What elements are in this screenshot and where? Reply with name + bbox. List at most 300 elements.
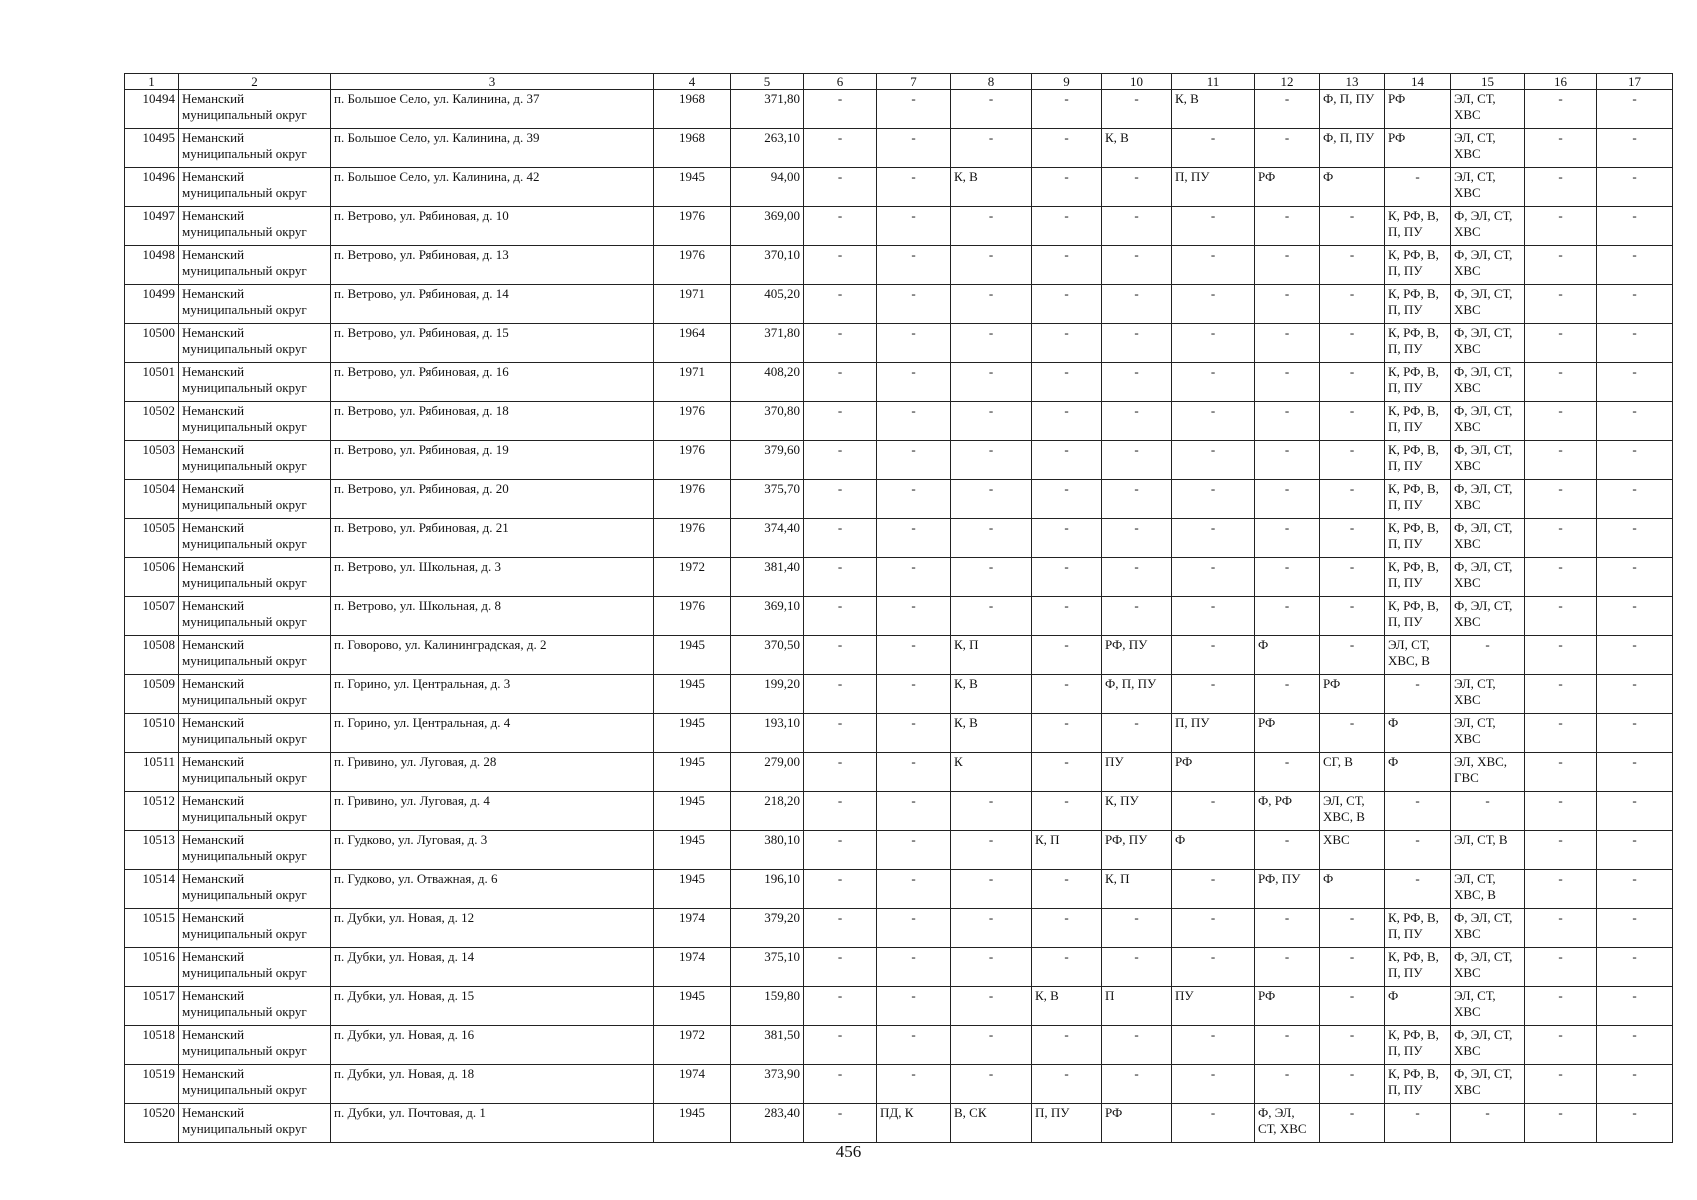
table-cell: Неманский муниципальный округ — [179, 285, 331, 324]
table-cell: Неманский муниципальный округ — [179, 1104, 331, 1143]
table-cell: - — [804, 168, 877, 207]
table-cell: - — [877, 675, 951, 714]
table-cell: - — [1597, 363, 1673, 402]
table-cell: К, В — [951, 675, 1032, 714]
table-cell: Ф, ЭЛ, СТ, ХВС — [1451, 519, 1525, 558]
column-header: 9 — [1032, 74, 1102, 90]
table-cell: Ф, ЭЛ, СТ, ХВС — [1451, 246, 1525, 285]
table-cell: 263,10 — [731, 129, 804, 168]
table-cell: - — [877, 207, 951, 246]
table-cell: 1976 — [654, 402, 731, 441]
table-row — [125, 324, 1673, 363]
table-cell: - — [804, 909, 877, 948]
table-cell: - — [1032, 363, 1102, 402]
table-row — [125, 870, 1673, 909]
table-cell: - — [1172, 909, 1255, 948]
table-cell: - — [1525, 948, 1597, 987]
table-cell: - — [1597, 1104, 1673, 1143]
table-cell: Неманский муниципальный округ — [179, 636, 331, 675]
table-cell: - — [1172, 402, 1255, 441]
table-cell: - — [1525, 714, 1597, 753]
table-cell: ХВС — [1320, 831, 1385, 870]
table-row — [125, 285, 1673, 324]
table-cell: - — [1032, 480, 1102, 519]
table-cell: - — [1172, 246, 1255, 285]
table-cell: 10498 — [125, 246, 179, 285]
table-cell: - — [951, 285, 1032, 324]
table-cell: - — [1525, 909, 1597, 948]
table-cell: ПУ — [1102, 753, 1172, 792]
table-cell: - — [1102, 363, 1172, 402]
table-cell: - — [1172, 558, 1255, 597]
table-cell: - — [1525, 363, 1597, 402]
table-cell: - — [877, 402, 951, 441]
column-header: 7 — [877, 74, 951, 90]
table-cell: - — [1172, 519, 1255, 558]
table-row — [125, 246, 1673, 285]
table-cell: РФ, ПУ — [1102, 636, 1172, 675]
table-cell: - — [1525, 441, 1597, 480]
table-cell: п. Большое Село, ул. Калинина, д. 42 — [331, 168, 654, 207]
table-cell: - — [1525, 597, 1597, 636]
table-cell: 1976 — [654, 207, 731, 246]
table-cell: 10497 — [125, 207, 179, 246]
table-cell: - — [877, 363, 951, 402]
table-cell: Неманский муниципальный округ — [179, 792, 331, 831]
table-cell: - — [1320, 324, 1385, 363]
table-cell: 10508 — [125, 636, 179, 675]
table-cell: Ф — [1172, 831, 1255, 870]
table-row — [125, 1104, 1673, 1143]
table-cell: - — [1255, 285, 1320, 324]
table-cell: - — [1597, 636, 1673, 675]
table-cell: 371,80 — [731, 324, 804, 363]
table-cell: - — [1597, 792, 1673, 831]
table-cell: - — [1597, 519, 1673, 558]
table-cell: - — [804, 519, 877, 558]
table-cell: - — [1597, 597, 1673, 636]
table-cell: - — [1172, 324, 1255, 363]
table-cell: - — [877, 987, 951, 1026]
table-cell: 10515 — [125, 909, 179, 948]
table-cell: - — [1032, 675, 1102, 714]
table-cell: - — [1525, 285, 1597, 324]
table-cell: 193,10 — [731, 714, 804, 753]
table-cell: Ф, ЭЛ, СТ, ХВС — [1451, 1065, 1525, 1104]
table-cell: - — [1172, 441, 1255, 480]
table-row — [125, 363, 1673, 402]
table-cell: 10502 — [125, 402, 179, 441]
table-cell: Ф, ЭЛ, СТ, ХВС — [1451, 285, 1525, 324]
table-row — [125, 948, 1673, 987]
table-cell: - — [1255, 324, 1320, 363]
table-cell: ЭЛ, СТ, ХВС, В — [1320, 792, 1385, 831]
table-cell: - — [1032, 246, 1102, 285]
table-cell: Ф, ЭЛ, СТ, ХВС — [1451, 597, 1525, 636]
table-cell: Неманский муниципальный округ — [179, 402, 331, 441]
table-cell: 370,80 — [731, 402, 804, 441]
table-cell: - — [1320, 519, 1385, 558]
table-row — [125, 753, 1673, 792]
table-cell: 10494 — [125, 90, 179, 129]
table-cell: 1945 — [654, 714, 731, 753]
table-cell: П, ПУ — [1172, 714, 1255, 753]
table-cell: ЭЛ, СТ, ХВС — [1451, 987, 1525, 1026]
table-cell: - — [1255, 675, 1320, 714]
table-cell: - — [1525, 558, 1597, 597]
table-cell: - — [1032, 90, 1102, 129]
column-header: 3 — [331, 74, 654, 90]
table-cell: - — [951, 1065, 1032, 1104]
table-cell: - — [1597, 870, 1673, 909]
table-cell: - — [877, 870, 951, 909]
table-cell: - — [1320, 246, 1385, 285]
table-cell: РФ — [1102, 1104, 1172, 1143]
table-cell: - — [1320, 987, 1385, 1026]
table-cell: - — [1597, 1065, 1673, 1104]
table-cell: п. Горино, ул. Центральная, д. 3 — [331, 675, 654, 714]
table-cell: 370,10 — [731, 246, 804, 285]
table-cell: - — [804, 207, 877, 246]
table-cell: Неманский муниципальный округ — [179, 1065, 331, 1104]
table-cell: - — [877, 636, 951, 675]
table-cell: - — [1597, 831, 1673, 870]
table-cell: 371,80 — [731, 90, 804, 129]
column-header: 4 — [654, 74, 731, 90]
table-cell: К, РФ, В, П, ПУ — [1385, 402, 1451, 441]
table-cell: - — [877, 168, 951, 207]
table-cell: - — [1597, 168, 1673, 207]
table-cell: 1976 — [654, 246, 731, 285]
table-cell: - — [1525, 753, 1597, 792]
table-cell: Неманский муниципальный округ — [179, 909, 331, 948]
table-cell: 10495 — [125, 129, 179, 168]
table-cell: - — [804, 363, 877, 402]
table-cell: - — [1172, 675, 1255, 714]
table-cell: 10505 — [125, 519, 179, 558]
table-row — [125, 831, 1673, 870]
table-cell: п. Большое Село, ул. Калинина, д. 37 — [331, 90, 654, 129]
table-cell: - — [1597, 1026, 1673, 1065]
table-cell: 1971 — [654, 363, 731, 402]
table-cell: - — [1032, 168, 1102, 207]
table-cell: - — [1597, 324, 1673, 363]
table-cell: 379,60 — [731, 441, 804, 480]
column-header: 13 — [1320, 74, 1385, 90]
table-cell: - — [1032, 753, 1102, 792]
table-cell: 10507 — [125, 597, 179, 636]
table-cell: - — [804, 1104, 877, 1143]
table-cell: - — [804, 948, 877, 987]
table-cell: Ф — [1320, 870, 1385, 909]
table-cell: п. Ветрово, ул. Школьная, д. 3 — [331, 558, 654, 597]
table-cell: ЭЛ, СТ, ХВС — [1451, 714, 1525, 753]
table-cell: - — [1032, 441, 1102, 480]
table-cell: - — [1525, 987, 1597, 1026]
table-cell: - — [804, 480, 877, 519]
table-cell: 1945 — [654, 675, 731, 714]
table-cell: - — [1525, 129, 1597, 168]
table-cell: - — [1320, 714, 1385, 753]
column-header: 11 — [1172, 74, 1255, 90]
table-cell: - — [1102, 90, 1172, 129]
table-cell: - — [1255, 597, 1320, 636]
table-cell: п. Дубки, ул. Новая, д. 12 — [331, 909, 654, 948]
table-cell: Ф, ЭЛ, СТ, ХВС — [1451, 402, 1525, 441]
table-cell: СГ, В — [1320, 753, 1385, 792]
table-cell: 10514 — [125, 870, 179, 909]
table-cell: - — [877, 831, 951, 870]
table-cell: К, РФ, В, П, ПУ — [1385, 246, 1451, 285]
table-cell: - — [1032, 948, 1102, 987]
table-cell: - — [877, 792, 951, 831]
table-cell: К, П — [951, 636, 1032, 675]
table-cell: Ф — [1385, 714, 1451, 753]
table-cell: ЭЛ, ХВС, ГВС — [1451, 753, 1525, 792]
table-cell: Ф — [1255, 636, 1320, 675]
table-cell: - — [1102, 948, 1172, 987]
table-cell: - — [1172, 636, 1255, 675]
column-header: 17 — [1597, 74, 1673, 90]
table-cell: 375,70 — [731, 480, 804, 519]
table-cell: - — [1525, 519, 1597, 558]
table-cell: - — [1597, 129, 1673, 168]
table-cell: К, В — [1172, 90, 1255, 129]
table-cell: Неманский муниципальный округ — [179, 363, 331, 402]
table-cell: - — [1032, 870, 1102, 909]
table-cell: п. Ветрово, ул. Школьная, д. 8 — [331, 597, 654, 636]
column-header: 6 — [804, 74, 877, 90]
table-cell: - — [1320, 948, 1385, 987]
table-cell: - — [804, 597, 877, 636]
column-header: 2 — [179, 74, 331, 90]
table-cell: 369,10 — [731, 597, 804, 636]
table-row — [125, 90, 1673, 129]
table-cell: - — [1032, 909, 1102, 948]
table-cell: 1974 — [654, 909, 731, 948]
table-cell: Ф, ЭЛ, СТ, ХВС — [1451, 480, 1525, 519]
table-cell: - — [1172, 792, 1255, 831]
table-cell: - — [1385, 870, 1451, 909]
table-row — [125, 480, 1673, 519]
table-cell: - — [1255, 480, 1320, 519]
table-cell: К, РФ, В, П, ПУ — [1385, 285, 1451, 324]
table-cell: - — [877, 597, 951, 636]
table-cell: Ф, П, ПУ — [1320, 90, 1385, 129]
table-row — [125, 792, 1673, 831]
table-cell: К, РФ, В, П, ПУ — [1385, 558, 1451, 597]
table-cell: 1974 — [654, 948, 731, 987]
table-cell: - — [1320, 1065, 1385, 1104]
table-cell: п. Гривино, ул. Луговая, д. 28 — [331, 753, 654, 792]
table-cell: - — [1320, 909, 1385, 948]
table-cell: ЭЛ, СТ, ХВС — [1451, 168, 1525, 207]
table-cell: К, РФ, В, П, ПУ — [1385, 909, 1451, 948]
table-row — [125, 714, 1673, 753]
column-header: 10 — [1102, 74, 1172, 90]
table-cell: - — [804, 324, 877, 363]
table-row — [125, 558, 1673, 597]
table-cell: Неманский муниципальный округ — [179, 558, 331, 597]
table-row — [125, 597, 1673, 636]
table-cell: - — [1320, 207, 1385, 246]
table-cell: РФ — [1255, 168, 1320, 207]
table-cell: 1945 — [654, 168, 731, 207]
table-cell: Неманский муниципальный округ — [179, 714, 331, 753]
table-cell: 10517 — [125, 987, 179, 1026]
table-cell: Ф, РФ — [1255, 792, 1320, 831]
table-cell: - — [1172, 1104, 1255, 1143]
table-cell: - — [1255, 129, 1320, 168]
table-cell: - — [951, 519, 1032, 558]
table-cell: - — [1172, 129, 1255, 168]
table-cell: Ф — [1320, 168, 1385, 207]
table-cell: - — [1525, 792, 1597, 831]
table-cell: - — [951, 558, 1032, 597]
table-cell: К — [951, 753, 1032, 792]
table-cell: Неманский муниципальный округ — [179, 168, 331, 207]
table-cell: 1976 — [654, 519, 731, 558]
table-cell: 10506 — [125, 558, 179, 597]
table-cell: Ф, ЭЛ, СТ, ХВС — [1255, 1104, 1320, 1143]
table-cell: - — [951, 1026, 1032, 1065]
table-cell: К, РФ, В, П, ПУ — [1385, 441, 1451, 480]
table-cell: - — [1597, 441, 1673, 480]
table-cell: - — [877, 1026, 951, 1065]
table-cell: - — [1385, 792, 1451, 831]
table-cell: - — [1255, 363, 1320, 402]
table-cell: 405,20 — [731, 285, 804, 324]
table-cell: 1974 — [654, 1065, 731, 1104]
table-cell: Неманский муниципальный округ — [179, 519, 331, 558]
table-cell: - — [1172, 597, 1255, 636]
table-row — [125, 129, 1673, 168]
table-cell: п. Большое Село, ул. Калинина, д. 39 — [331, 129, 654, 168]
table-cell: 381,50 — [731, 1026, 804, 1065]
table-cell: 10501 — [125, 363, 179, 402]
table-cell: Ф, ЭЛ, СТ, ХВС — [1451, 558, 1525, 597]
table-cell: ЭЛ, СТ, В — [1451, 831, 1525, 870]
table-row — [125, 402, 1673, 441]
table-cell: ПД, К — [877, 1104, 951, 1143]
table-cell: 1971 — [654, 285, 731, 324]
table-cell: - — [1597, 753, 1673, 792]
table-cell: 408,20 — [731, 363, 804, 402]
table-cell: - — [1255, 519, 1320, 558]
table-cell: - — [1451, 636, 1525, 675]
table-cell: 373,90 — [731, 1065, 804, 1104]
table-cell: - — [951, 480, 1032, 519]
table-cell: 94,00 — [731, 168, 804, 207]
table-cell: - — [1172, 285, 1255, 324]
table-cell: Неманский муниципальный округ — [179, 480, 331, 519]
table-cell: В, СК — [951, 1104, 1032, 1143]
table-cell: - — [1102, 909, 1172, 948]
table-cell: - — [1320, 636, 1385, 675]
table-cell: П — [1102, 987, 1172, 1026]
table-header-row — [125, 74, 1673, 90]
table-cell: - — [877, 246, 951, 285]
table-cell: - — [877, 519, 951, 558]
table-cell: - — [1172, 870, 1255, 909]
table-cell: - — [877, 948, 951, 987]
table-cell: - — [877, 285, 951, 324]
table-cell: - — [1032, 402, 1102, 441]
table-cell: 381,40 — [731, 558, 804, 597]
table-cell: - — [1597, 402, 1673, 441]
table-cell: - — [1102, 246, 1172, 285]
table-cell: - — [1172, 363, 1255, 402]
table-cell: - — [951, 909, 1032, 948]
table-cell: Ф, ЭЛ, СТ, ХВС — [1451, 441, 1525, 480]
table-cell: - — [877, 129, 951, 168]
table-cell: - — [1597, 207, 1673, 246]
table-cell: 1972 — [654, 1026, 731, 1065]
table-cell: ЭЛ, СТ, ХВС — [1451, 90, 1525, 129]
table-cell: - — [1525, 402, 1597, 441]
table-cell: - — [1032, 1065, 1102, 1104]
table-cell: п. Ветрово, ул. Рябиновая, д. 19 — [331, 441, 654, 480]
table-cell: п. Горино, ул. Центральная, д. 4 — [331, 714, 654, 753]
table-cell: Неманский муниципальный округ — [179, 987, 331, 1026]
table-cell: 1968 — [654, 90, 731, 129]
table-cell: - — [1385, 675, 1451, 714]
table-cell: п. Ветрово, ул. Рябиновая, д. 20 — [331, 480, 654, 519]
table-cell: РФ — [1255, 714, 1320, 753]
table-cell: - — [1525, 90, 1597, 129]
table-cell: - — [1525, 480, 1597, 519]
table-cell: п. Дубки, ул. Почтовая, д. 1 — [331, 1104, 654, 1143]
table-cell: - — [1102, 558, 1172, 597]
table-cell: 1968 — [654, 129, 731, 168]
table-cell: - — [1172, 1065, 1255, 1104]
table-cell: 10518 — [125, 1026, 179, 1065]
table-cell: - — [1525, 1104, 1597, 1143]
table-cell: п. Ветрово, ул. Рябиновая, д. 14 — [331, 285, 654, 324]
table-cell: - — [1320, 1104, 1385, 1143]
table-cell: - — [951, 597, 1032, 636]
table-cell: - — [1597, 558, 1673, 597]
table-cell: Неманский муниципальный округ — [179, 246, 331, 285]
table-cell: - — [804, 285, 877, 324]
table-cell: - — [877, 753, 951, 792]
table-cell: - — [951, 90, 1032, 129]
table-cell: 374,40 — [731, 519, 804, 558]
table-cell: 10504 — [125, 480, 179, 519]
table-cell: К, РФ, В, П, ПУ — [1385, 948, 1451, 987]
table-cell: - — [1032, 519, 1102, 558]
table-cell: 1945 — [654, 636, 731, 675]
table-cell: п. Гудково, ул. Отважная, д. 6 — [331, 870, 654, 909]
table-cell: - — [1525, 207, 1597, 246]
table-cell: 283,40 — [731, 1104, 804, 1143]
table-cell: п. Говорово, ул. Калининградская, д. 2 — [331, 636, 654, 675]
table-cell: п. Ветрово, ул. Рябиновая, д. 21 — [331, 519, 654, 558]
housing-register-table — [124, 73, 1673, 1143]
table-cell: - — [877, 480, 951, 519]
table-cell: Ф, ЭЛ, СТ, ХВС — [1451, 909, 1525, 948]
table-cell: К, В — [951, 168, 1032, 207]
table-cell: п. Ветрово, ул. Рябиновая, д. 18 — [331, 402, 654, 441]
table-cell: - — [1320, 285, 1385, 324]
table-cell: - — [1255, 831, 1320, 870]
table-cell: К, РФ, В, П, ПУ — [1385, 363, 1451, 402]
table-cell: - — [1597, 246, 1673, 285]
table-cell: - — [951, 402, 1032, 441]
table-cell: 369,00 — [731, 207, 804, 246]
table-cell: 218,20 — [731, 792, 804, 831]
table-cell: 279,00 — [731, 753, 804, 792]
